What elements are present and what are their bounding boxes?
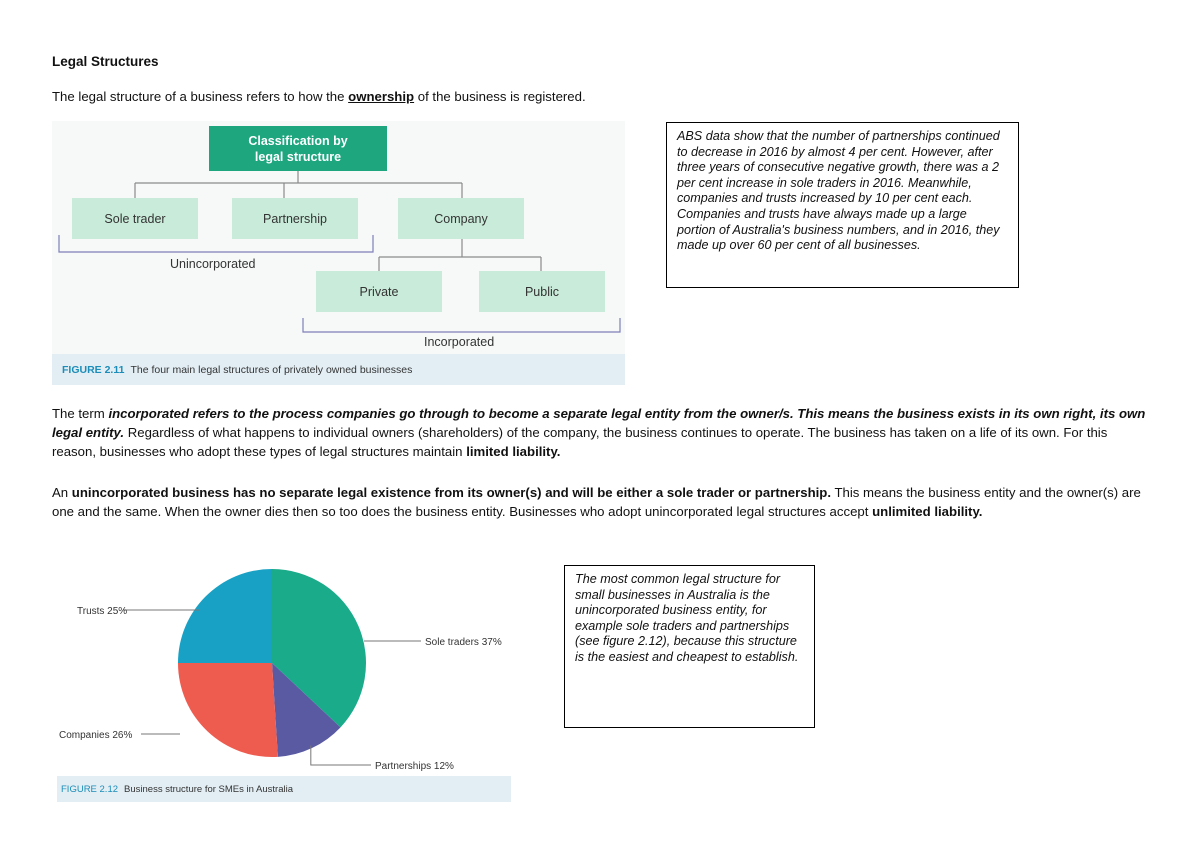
node-classification-root — [209, 126, 387, 171]
common-structure-note-box: The most common legal structure for small businesses in Australia is the unincorporated business entity, for example sole traders and partnerships (see figure 2.12), because this structure is the easiest and cheapest to establish. — [564, 565, 815, 728]
incorporated-paragraph — [52, 404, 1152, 461]
page-heading: Legal Structures — [52, 54, 159, 69]
figure-2-12-pie-chart — [57, 563, 511, 802]
root-line-2: legal structure — [254, 149, 342, 164]
p2-text-1: An — [52, 485, 72, 500]
intro-text-2: of the business is registered. — [414, 89, 586, 104]
intro-paragraph — [52, 87, 586, 106]
intro-text-1: The legal structure of a business refers to how the — [52, 89, 349, 104]
node-company: Company — [398, 198, 524, 239]
incorporated-label: Incorporated — [424, 335, 495, 349]
figure-2-12-caption — [57, 776, 511, 802]
pie-label-sole-traders: Sole traders 37% — [425, 637, 502, 648]
pie-slice-trusts — [178, 569, 272, 663]
p1-text-3: Regardless of what happens to individual owners (shareholders) of the company, the business continues to operate. The business has taken on a life of its own. For this reason, businesses who adopt these types of legal structures maintain — [52, 425, 1108, 459]
p2-unincorporated-definition: unincorporated business has no separate legal existence from its owner(s) and will be either a sole trader or partnership. — [71, 485, 832, 500]
figure-2-11-org-chart — [52, 121, 625, 385]
unincorporated-paragraph — [52, 483, 1152, 521]
figure-2-12-caption-text: Business structure for SMEs in Australia — [124, 783, 293, 795]
unincorporated-label: Unincorporated — [170, 257, 256, 271]
figure-2-11-number: FIGURE 2.11 — [62, 363, 125, 376]
figure-2-11-caption-text: The four main legal structures of privately owned businesses — [130, 363, 413, 376]
ownership-term: ownership — [348, 89, 415, 104]
pie-label-partnerships: Partnerships 12% — [375, 761, 454, 772]
p1-limited-liability: limited liability. — [466, 444, 561, 459]
abs-data-note-box: ABS data show that the number of partnerships continued to decrease in 2016 by almost 4 per cent. However, after three years of consecutive negative growth, there was a 2 per cent increase in sole traders in 2016. Meanwhile, companies and trusts increased by 10 per cent each. Companies and trusts have always made up a large portion of Australia's business numbers, and in 2016, they made up over 60 per cent of all businesses. — [666, 122, 1019, 288]
p2-text-3: This means the business entity and the owner(s) are one and the same. When the owner dies then so too does the business entity. Businesses who adopt unincorporated legal structures accept — [52, 485, 1141, 519]
pie-chart-svg — [57, 563, 511, 776]
pie-slice-companies — [178, 663, 278, 757]
node-sole-trader: Sole trader — [72, 198, 198, 239]
leader-line-partnerships — [311, 746, 371, 765]
p1-text-1: The term — [52, 406, 109, 421]
p2-unlimited-liability: unlimited liability. — [872, 504, 983, 519]
node-public: Public — [479, 271, 605, 312]
root-line-1: Classification by — [248, 133, 348, 148]
figure-2-11-caption — [52, 354, 625, 385]
pie-label-trusts: Trusts 25% — [77, 606, 128, 617]
figure-2-12-number: FIGURE 2.12 — [61, 783, 119, 795]
node-partnership: Partnership — [232, 198, 358, 239]
node-private: Private — [316, 271, 442, 312]
pie-label-companies: Companies 26% — [59, 730, 133, 741]
p1-incorporated-definition: incorporated refers to the process companies go through to become a separate legal entity from the owner/s. This means the business exists in its own right, its own legal entity. — [52, 406, 1146, 440]
